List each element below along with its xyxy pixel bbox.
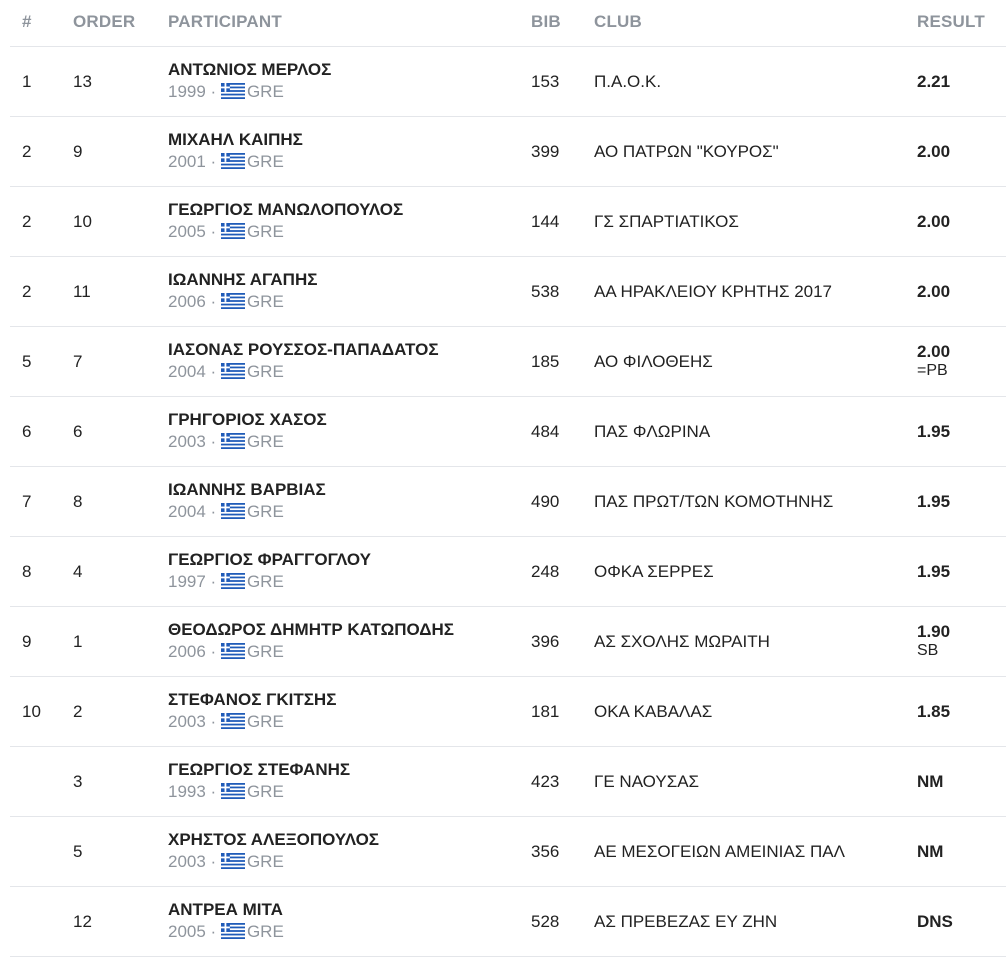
table-row[interactable] <box>10 747 1006 817</box>
result-cell <box>917 622 950 660</box>
result-value: 1.90 <box>917 622 951 641</box>
participant-meta <box>168 361 439 383</box>
meta-separator: · <box>205 152 221 171</box>
club-cell: ΓΕ ΝΑΟΥΣΑΣ <box>594 772 700 791</box>
header-bib[interactable]: BIB <box>531 12 561 31</box>
birth-year: 1997 <box>168 572 206 591</box>
participant-cell <box>168 550 371 593</box>
country-code: GRE <box>246 82 284 101</box>
header-club[interactable]: CLUB <box>594 12 643 31</box>
result-value: 2.00 <box>917 212 951 231</box>
participant-meta <box>168 571 371 593</box>
greece-flag-icon <box>221 503 245 519</box>
participant-cell <box>168 200 403 243</box>
result-value: 2.21 <box>917 72 951 91</box>
participant-meta <box>168 501 326 523</box>
country-code: GRE <box>246 572 284 591</box>
rank-cell: 2 <box>22 212 32 231</box>
greece-flag-icon <box>221 223 245 239</box>
participant-name[interactable]: ΘΕΟΔΩΡΟΣ ΔΗΜΗΤΡ ΚΑΤΩΠΟΔΗΣ <box>168 620 455 639</box>
birth-year: 1993 <box>168 782 206 801</box>
bib-cell: 248 <box>531 562 560 581</box>
order-cell: 1 <box>73 632 83 651</box>
rank-cell: 8 <box>22 562 32 581</box>
rank-cell: 1 <box>22 72 32 91</box>
bib-cell: 528 <box>531 912 560 931</box>
participant-name[interactable]: ΓΕΩΡΓΙΟΣ ΣΤΕΦΑΝΗΣ <box>168 760 351 779</box>
participant-name[interactable]: ΑΝΤΩΝΙΟΣ ΜΕΡΛΟΣ <box>168 60 332 79</box>
order-cell: 7 <box>73 352 83 371</box>
header-rank[interactable]: # <box>22 12 32 31</box>
participant-meta <box>168 291 317 313</box>
participant-cell <box>168 410 327 453</box>
result-value: 1.95 <box>917 562 951 581</box>
birth-year: 2005 <box>168 222 206 241</box>
greece-flag-icon <box>221 573 245 589</box>
participant-name[interactable]: ΓΡΗΓΟΡΙΟΣ ΧΑΣΟΣ <box>168 410 327 429</box>
bib-cell: 484 <box>531 422 560 441</box>
country-code: GRE <box>246 502 284 521</box>
rank-cell: 2 <box>22 142 32 161</box>
meta-separator: · <box>205 362 221 381</box>
birth-year: 2003 <box>168 712 206 731</box>
result-cell <box>917 842 943 862</box>
bib-cell: 490 <box>531 492 560 511</box>
bib-cell: 356 <box>531 842 560 861</box>
result-cell <box>917 422 950 442</box>
club-cell: Π.Α.Ο.Κ. <box>594 72 662 91</box>
result-value: NM <box>917 772 944 791</box>
result-value: 1.95 <box>917 422 951 441</box>
bib-cell: 399 <box>531 142 560 161</box>
table-row[interactable] <box>10 607 1006 677</box>
header-order[interactable]: ORDER <box>73 12 136 31</box>
participant-name[interactable]: ΑΝΤΡΕΑ ΜΙΤΑ <box>168 900 283 919</box>
order-cell: 8 <box>73 492 83 511</box>
greece-flag-icon <box>221 363 245 379</box>
birth-year: 2003 <box>168 432 206 451</box>
result-cell <box>917 212 950 232</box>
country-code: GRE <box>246 922 284 941</box>
bib-cell: 538 <box>531 282 560 301</box>
participant-name[interactable]: ΙΩΑΝΝΗΣ ΑΓΑΠΗΣ <box>168 270 318 289</box>
participant-name[interactable]: ΙΩΑΝΝΗΣ ΒΑΡΒΙΑΣ <box>168 480 326 499</box>
meta-separator: · <box>205 432 221 451</box>
birth-year: 2004 <box>168 502 206 521</box>
order-cell: 2 <box>73 702 83 721</box>
participant-cell <box>168 830 379 873</box>
club-cell: ΠΑΣ ΦΛΩΡΙΝΑ <box>594 422 711 441</box>
rank-cell: 9 <box>22 632 32 651</box>
greece-flag-icon <box>221 853 245 869</box>
result-value: 2.00 <box>917 142 951 161</box>
result-value: 1.95 <box>917 492 951 511</box>
greece-flag-icon <box>221 923 245 939</box>
result-cell <box>917 72 950 92</box>
participant-meta <box>168 81 331 103</box>
participant-cell <box>168 620 454 663</box>
participant-cell <box>168 690 336 733</box>
birth-year: 1999 <box>168 82 206 101</box>
participant-meta <box>168 641 454 663</box>
header-result[interactable]: RESULT <box>917 12 985 31</box>
birth-year: 2006 <box>168 292 206 311</box>
bib-cell: 144 <box>531 212 560 231</box>
participant-meta <box>168 921 284 943</box>
result-note: =PB <box>917 362 948 379</box>
result-cell <box>917 702 950 722</box>
table-header <box>10 0 1006 47</box>
order-cell: 6 <box>73 422 83 441</box>
bib-cell: 185 <box>531 352 560 371</box>
result-value: NM <box>917 842 944 861</box>
rank-cell: 10 <box>22 702 41 721</box>
bib-cell: 423 <box>531 772 560 791</box>
club-cell: ΟΚΑ ΚΑΒΑΛΑΣ <box>594 702 713 721</box>
participant-meta <box>168 221 403 243</box>
country-code: GRE <box>246 852 284 871</box>
country-code: GRE <box>246 782 284 801</box>
club-cell: ΓΣ ΣΠΑΡΤΙΑΤΙΚΟΣ <box>594 212 739 231</box>
club-cell: ΑΟ ΦΙΛΟΘΕΗΣ <box>594 352 713 371</box>
bib-cell: 181 <box>531 702 560 721</box>
greece-flag-icon <box>221 783 245 799</box>
meta-separator: · <box>205 82 221 101</box>
greece-flag-icon <box>221 433 245 449</box>
participant-cell <box>168 130 303 173</box>
country-code: GRE <box>246 642 284 661</box>
participant-name[interactable]: ΜΙΧΑΗΛ ΚΑΙΠΗΣ <box>168 130 303 149</box>
order-cell: 11 <box>73 282 91 301</box>
meta-separator: · <box>205 642 221 661</box>
table-row[interactable] <box>10 47 1006 117</box>
rank-cell: 5 <box>22 352 32 371</box>
order-cell: 10 <box>73 212 92 231</box>
participant-name[interactable]: ΓΕΩΡΓΙΟΣ ΦΡΑΓΓΟΓΛΟΥ <box>168 550 371 569</box>
greece-flag-icon <box>221 713 245 729</box>
participant-meta <box>168 711 336 733</box>
greece-flag-icon <box>221 643 245 659</box>
greece-flag-icon <box>221 153 245 169</box>
table-row[interactable] <box>10 817 1006 887</box>
table-body <box>10 47 1006 957</box>
participant-meta <box>168 431 327 453</box>
participant-meta <box>168 851 379 873</box>
table-row[interactable] <box>10 397 1006 467</box>
participant-cell <box>168 480 326 523</box>
result-value: DNS <box>917 912 953 931</box>
table-row[interactable] <box>10 117 1006 187</box>
country-code: GRE <box>246 362 284 381</box>
country-code: GRE <box>246 152 284 171</box>
club-cell: ΑΟ ΠΑΤΡΩΝ "ΚΟΥΡΟΣ" <box>594 142 779 161</box>
participant-cell <box>168 270 317 313</box>
table-row[interactable] <box>10 257 1006 327</box>
order-cell: 5 <box>73 842 83 861</box>
bib-cell: 396 <box>531 632 560 651</box>
rank-cell: 6 <box>22 422 32 441</box>
country-code: GRE <box>246 432 284 451</box>
meta-separator: · <box>205 222 221 241</box>
birth-year: 2005 <box>168 922 206 941</box>
participant-cell <box>168 900 284 943</box>
club-cell: ΑΣ ΠΡΕΒΕΖΑΣ ΕΥ ΖΗΝ <box>594 912 778 931</box>
result-value: 1.85 <box>917 702 951 721</box>
result-cell <box>917 562 950 582</box>
bib-cell: 153 <box>531 72 560 91</box>
club-cell: ΑΣ ΣΧΟΛΗΣ ΜΩΡΑΙΤΗ <box>594 632 770 651</box>
table-row[interactable] <box>10 887 1006 957</box>
greece-flag-icon <box>221 293 245 309</box>
meta-separator: · <box>205 572 221 591</box>
meta-separator: · <box>205 922 221 941</box>
result-note: SB <box>917 642 939 659</box>
country-code: GRE <box>246 222 284 241</box>
result-value: 2.00 <box>917 342 951 361</box>
meta-separator: · <box>205 712 221 731</box>
result-value: 2.00 <box>917 282 951 301</box>
order-cell: 4 <box>73 562 83 581</box>
participant-name[interactable]: ΙΑΣΟΝΑΣ ΡΟΥΣΣΟΣ-ΠΑΠΑΔΑΤΟΣ <box>168 340 439 359</box>
birth-year: 2006 <box>168 642 206 661</box>
club-cell: ΟΦΚΑ ΣΕΡΡΕΣ <box>594 562 714 581</box>
result-cell <box>917 342 950 380</box>
order-cell: 3 <box>73 772 83 791</box>
participant-name[interactable]: ΧΡΗΣΤΟΣ ΑΛΕΞΟΠΟΥΛΟΣ <box>168 830 379 849</box>
table-row[interactable] <box>10 327 1006 397</box>
table-row[interactable] <box>10 537 1006 607</box>
country-code: GRE <box>246 712 284 731</box>
greece-flag-icon <box>221 83 245 99</box>
country-code: GRE <box>246 292 284 311</box>
header-participant[interactable]: PARTICIPANT <box>168 12 282 31</box>
result-cell <box>917 282 950 302</box>
meta-separator: · <box>205 502 221 521</box>
results-table <box>10 0 1006 957</box>
club-cell: ΑΑ ΗΡΑΚΛΕΙΟΥ ΚΡΗΤΗΣ 2017 <box>594 282 833 301</box>
order-cell: 12 <box>73 912 92 931</box>
order-cell: 9 <box>73 142 83 161</box>
meta-separator: · <box>205 852 221 871</box>
table-row[interactable] <box>10 187 1006 257</box>
birth-year: 2003 <box>168 852 206 871</box>
result-cell <box>917 772 943 792</box>
rank-cell: 2 <box>22 282 32 301</box>
club-cell: ΑΕ ΜΕΣΟΓΕΙΩΝ ΑΜΕΙΝΙΑΣ ΠΑΛ <box>594 842 845 861</box>
rank-cell: 7 <box>22 492 32 511</box>
meta-separator: · <box>205 292 221 311</box>
participant-meta <box>168 151 303 173</box>
participant-cell <box>168 60 331 103</box>
participant-cell <box>168 340 439 383</box>
result-cell <box>917 912 953 932</box>
meta-separator: · <box>205 782 221 801</box>
participant-cell <box>168 760 350 803</box>
result-cell <box>917 142 950 162</box>
birth-year: 2004 <box>168 362 206 381</box>
participant-meta <box>168 781 350 803</box>
table-row[interactable] <box>10 677 1006 747</box>
order-cell: 13 <box>73 72 92 91</box>
participant-name[interactable]: ΓΕΩΡΓΙΟΣ ΜΑΝΩΛΟΠΟΥΛΟΣ <box>168 200 404 219</box>
participant-name[interactable]: ΣΤΕΦΑΝΟΣ ΓΚΙΤΣΗΣ <box>168 690 337 709</box>
table-row[interactable] <box>10 467 1006 537</box>
birth-year: 2001 <box>168 152 206 171</box>
club-cell: ΠΑΣ ΠΡΩΤ/ΤΩΝ ΚΟΜΟΤΗΝΗΣ <box>594 492 834 511</box>
result-cell <box>917 492 950 512</box>
